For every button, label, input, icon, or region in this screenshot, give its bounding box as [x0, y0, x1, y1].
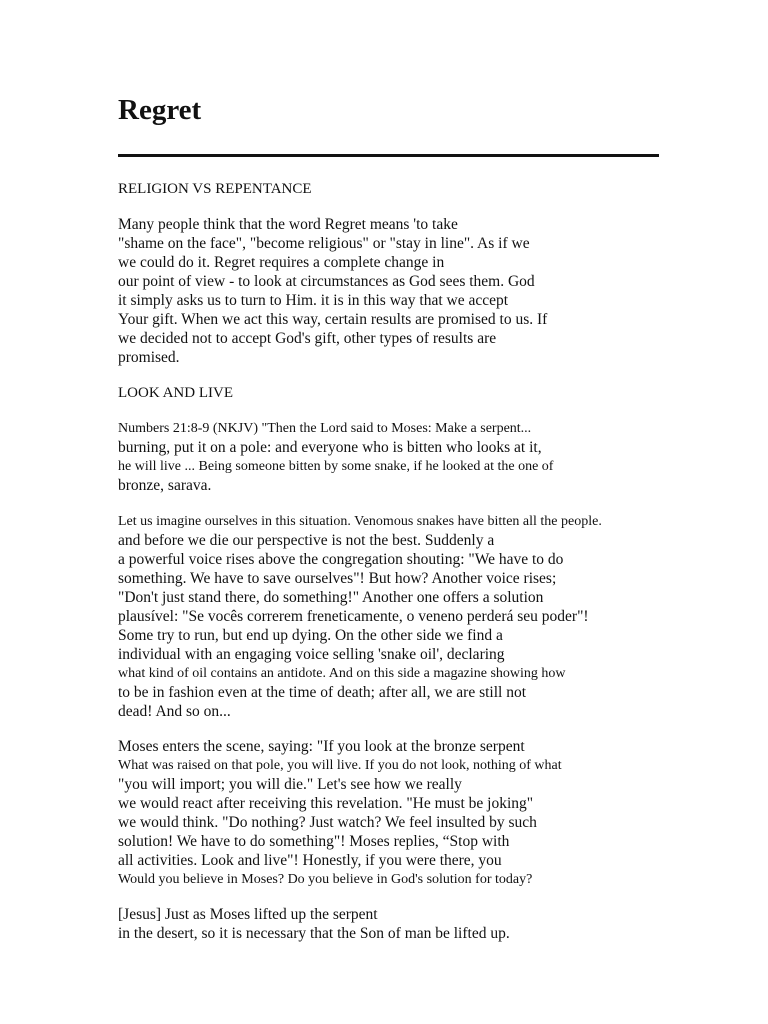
text-line: we would think. "Do nothing? Just watch? We feel insulted by such	[118, 814, 537, 831]
text-line: our point of view - to look at circumstances as God sees them. God	[118, 273, 535, 290]
text-line: Some try to run, but end up dying. On the other side we find a	[118, 627, 503, 644]
text-line: plausível: "Se vocês correrem freneticamente, o veneno perderá seu poder"!	[118, 608, 589, 625]
text-line: "shame on the face", "become religious" or "stay in line". As if we	[118, 235, 530, 252]
text-line: all activities. Look and live"! Honestly, if you were there, you	[118, 852, 502, 869]
text-line: we could do it. Regret requires a complete change in	[118, 254, 445, 271]
text-line: what kind of oil contains an antidote. And on this side a magazine showing how	[118, 666, 566, 681]
text-line: it simply asks us to turn to Him. it is in this way that we accept	[118, 292, 509, 309]
text-line: we decided not to accept God's gift, other types of results are	[118, 330, 497, 347]
text-line: Would you believe in Moses? Do you believe in God's solution for today?	[118, 872, 533, 887]
paragraph-jesus-lifted-up	[118, 905, 510, 943]
text-line: bronze, sarava.	[118, 477, 212, 494]
text-line: he will live ... Being someone bitten by some snake, if he looked at the one of	[118, 459, 554, 474]
text-line: something. We have to save ourselves"! But how? Another voice rises;	[118, 570, 557, 587]
text-line: Let us imagine ourselves in this situation. Venomous snakes have bitten all the people.	[118, 514, 602, 529]
title-divider	[118, 154, 659, 157]
text-line: "Don't just stand there, do something!" Another one offers a solution	[118, 589, 544, 606]
text-line: Many people think that the word Regret means 'to take	[118, 216, 458, 233]
text-line: promised.	[118, 349, 180, 366]
paragraph-regret-intro	[118, 215, 547, 367]
page-title: Regret	[118, 94, 202, 126]
section-heading-religion-vs-repentance: RELIGION VS REPENTANCE	[118, 181, 312, 197]
text-line: burning, put it on a pole: and everyone who is bitten who looks at it,	[118, 439, 542, 456]
section-heading-look-and-live: LOOK AND LIVE	[118, 385, 233, 401]
text-line: a powerful voice rises above the congregation shouting: "We have to do	[118, 551, 564, 568]
paragraph-numbers-verse	[118, 419, 553, 495]
text-line: we would react after receiving this revelation. "He must be joking"	[118, 795, 534, 812]
text-line: and before we die our perspective is not the best. Suddenly a	[118, 532, 495, 549]
text-line: in the desert, so it is necessary that the Son of man be lifted up.	[118, 925, 510, 942]
text-line: Numbers 21:8-9 (NKJV) "Then the Lord said to Moses: Make a serpent...	[118, 421, 532, 436]
text-line: Moses enters the scene, saying: "If you look at the bronze serpent	[118, 738, 525, 755]
paragraph-moses-enters	[118, 737, 562, 889]
text-line: solution! We have to do something"! Moses replies, “Stop with	[118, 833, 510, 850]
text-line: [Jesus] Just as Moses lifted up the serpent	[118, 906, 378, 923]
text-line: individual with an engaging voice selling 'snake oil', declaring	[118, 646, 505, 663]
text-line: dead! And so on...	[118, 703, 231, 720]
text-line: Your gift. When we act this way, certain results are promised to us. If	[118, 311, 548, 328]
paragraph-imagine-situation	[118, 512, 602, 721]
text-line: to be in fashion even at the time of death; after all, we are still not	[118, 684, 527, 701]
text-line: What was raised on that pole, you will live. If you do not look, nothing of what	[118, 758, 562, 773]
text-line: "you will import; you will die." Let's see how we really	[118, 776, 462, 793]
